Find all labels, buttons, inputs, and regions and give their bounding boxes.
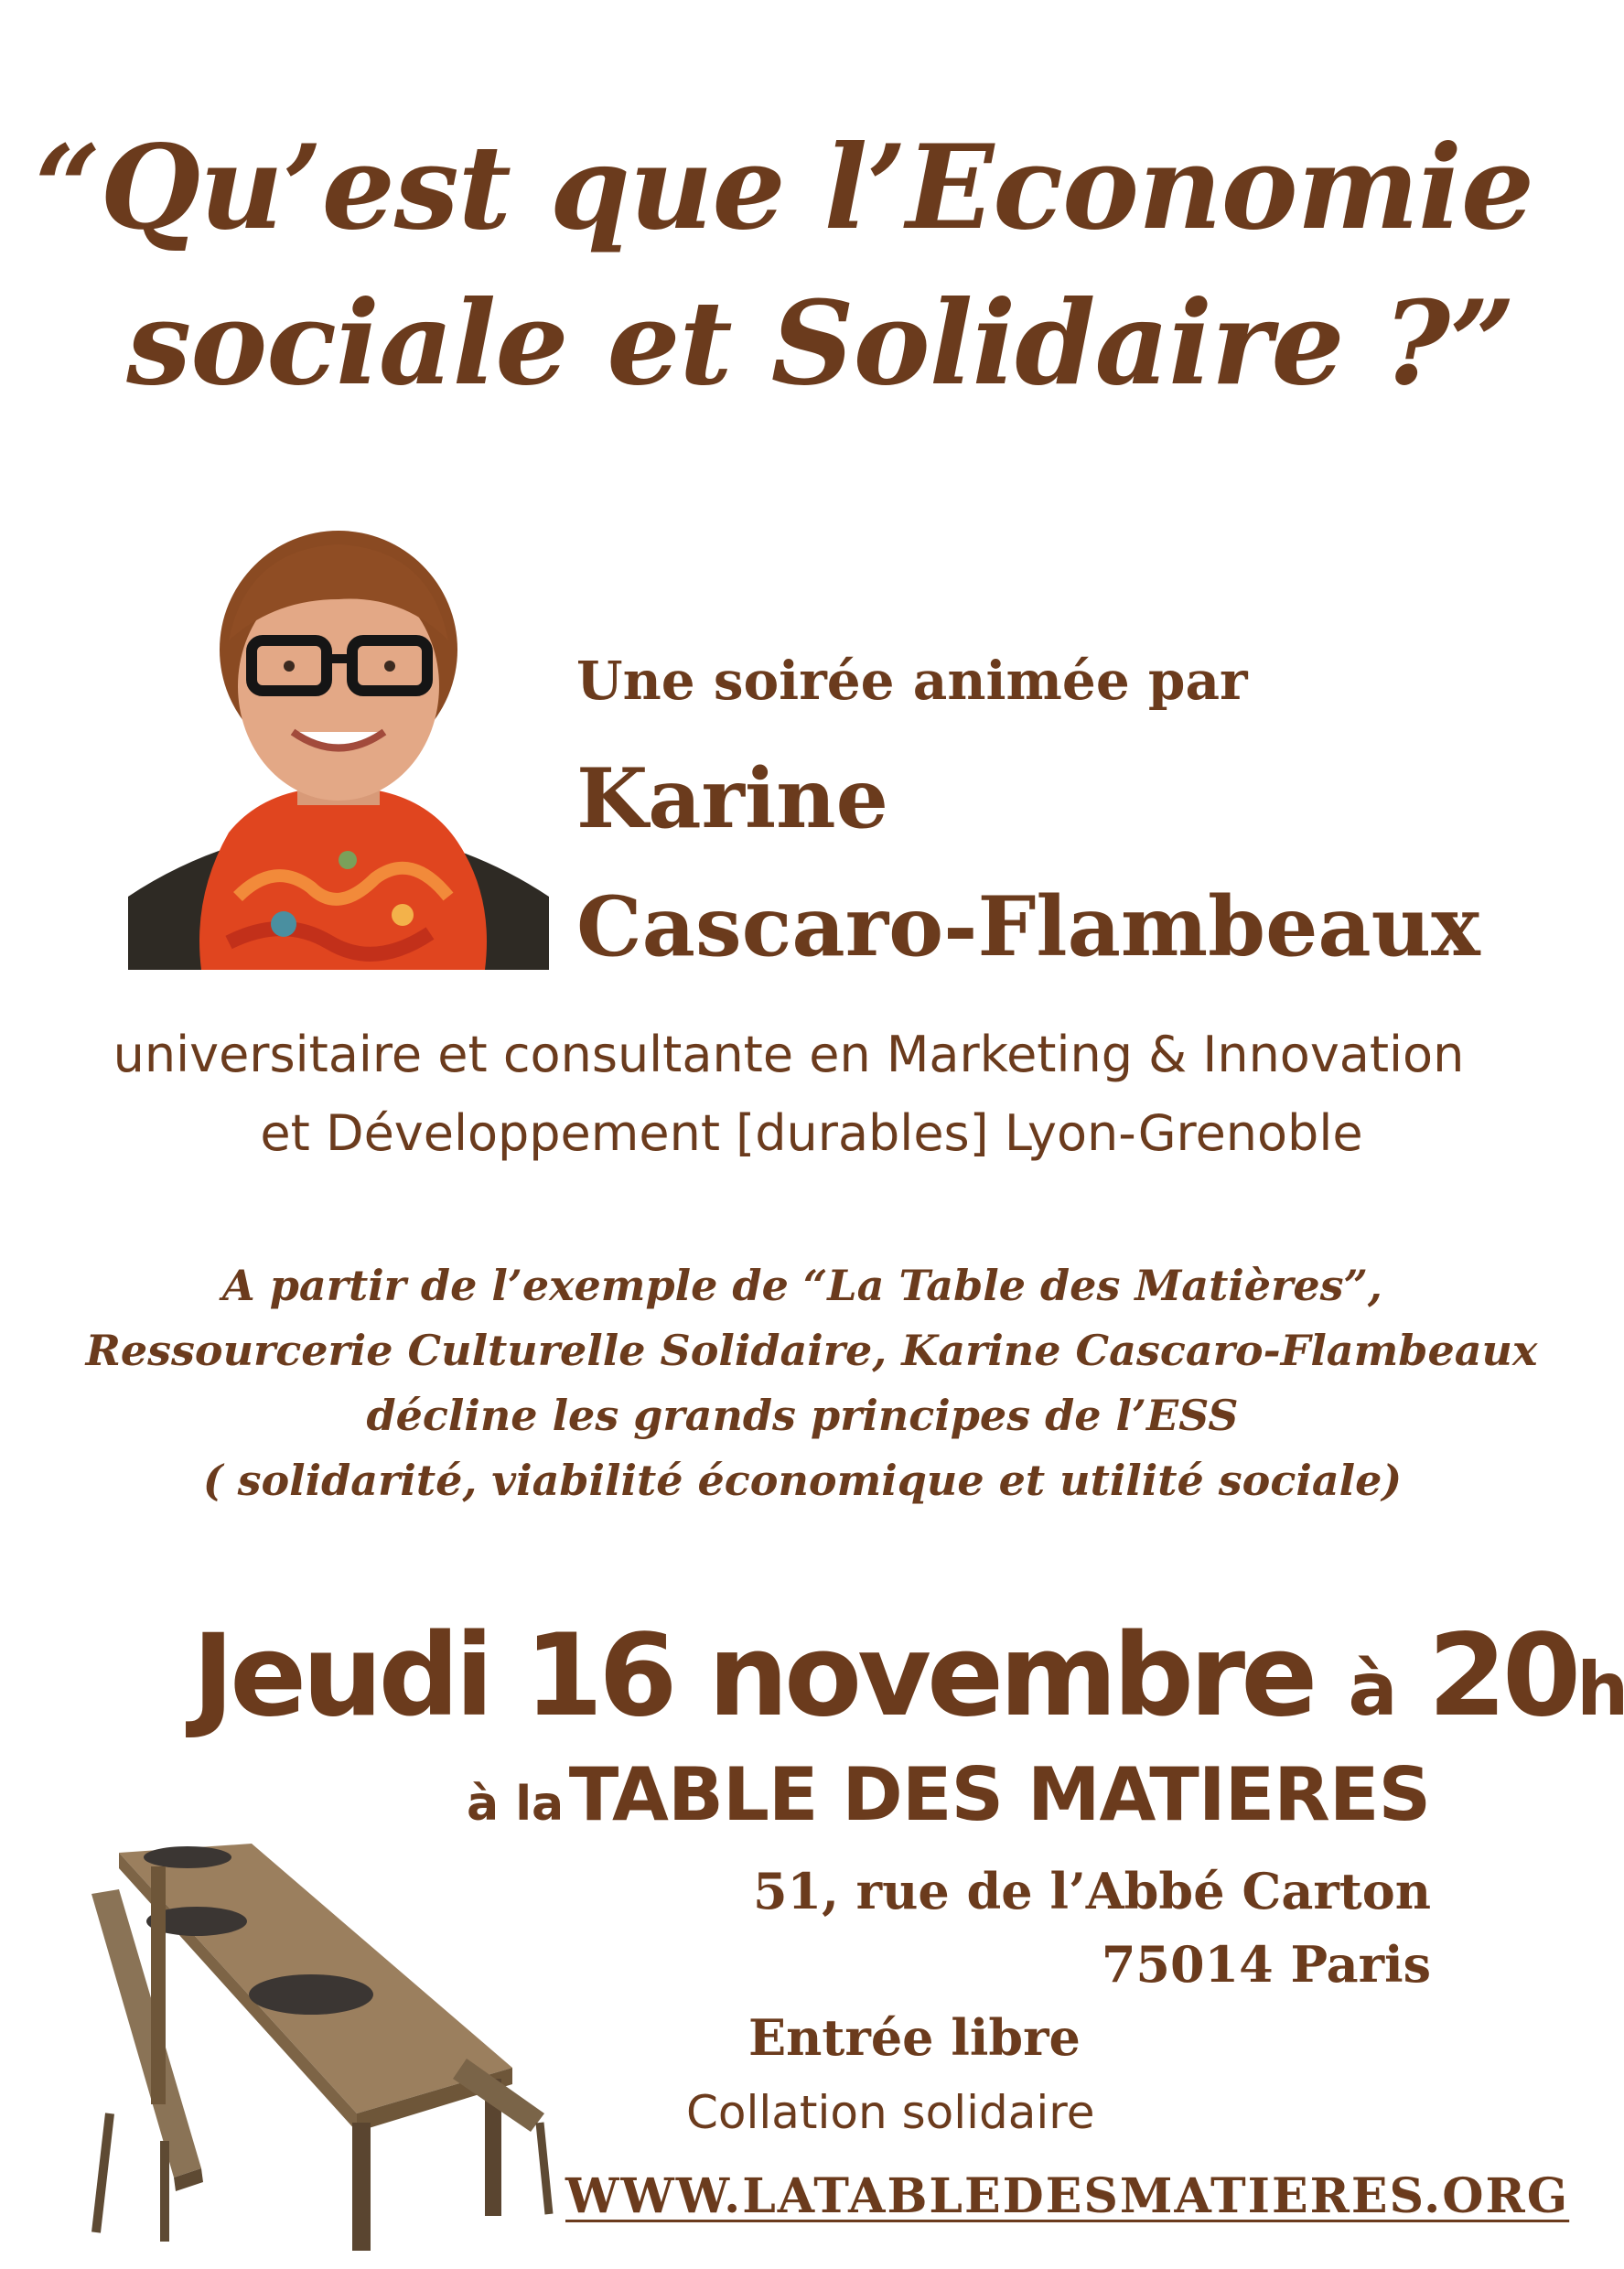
address-street: 51, rue de l’Abbé Carton xyxy=(752,1862,1431,1920)
event-description xyxy=(0,1253,1605,1513)
poster-title xyxy=(0,110,1605,421)
venue-name: TABLE DES MATIERES xyxy=(568,1752,1431,1837)
description-line-4: ( solidarité, viabilité économique et utilité sociale) xyxy=(202,1456,1403,1505)
event-date-time xyxy=(192,1610,1624,1742)
event-time-unit: h xyxy=(1576,1647,1624,1732)
address-city: 75014 Paris xyxy=(1101,1935,1431,1994)
event-at: à xyxy=(1348,1647,1393,1732)
description-line-2: Ressourcerie Culturelle Solidaire, Karine Cascaro-Flambeaux xyxy=(85,1326,1538,1375)
host-role xyxy=(0,1016,1605,1173)
event-date: Jeudi 16 novembre xyxy=(192,1610,1314,1742)
description-line-3: décline les grands principes de l’ESS xyxy=(366,1391,1239,1440)
host-intro: Une soirée animée par xyxy=(576,650,1248,712)
role-line-2: et Développement [durables] Lyon-Grenoble xyxy=(260,1104,1363,1162)
website-link[interactable]: WWW.LATABLEDESMATIERES.ORG xyxy=(565,2168,1570,2224)
venue-prefix: à la xyxy=(467,1777,565,1832)
description-line-1: A partir de l’exemple de “La Table des Matières”, xyxy=(222,1261,1382,1310)
table-benches-image xyxy=(82,1839,558,2251)
role-line-1: universitaire et consultante en Marketing & Innovation xyxy=(113,1026,1465,1083)
title-line-2: sociale et Solidaire ?” xyxy=(126,275,1515,411)
collation-info: Collation solidaire xyxy=(686,2086,1095,2139)
event-venue xyxy=(467,1752,1430,1837)
host-last-name: Cascaro-Flambeaux xyxy=(576,878,1480,975)
title-line-1: “Qu’est que l’Economie xyxy=(34,120,1534,255)
entry-info: Entrée libre xyxy=(748,2008,1081,2067)
host-first-name: Karine xyxy=(576,750,888,847)
host-portrait-image xyxy=(128,512,549,970)
event-time-number: 20 xyxy=(1427,1610,1577,1742)
